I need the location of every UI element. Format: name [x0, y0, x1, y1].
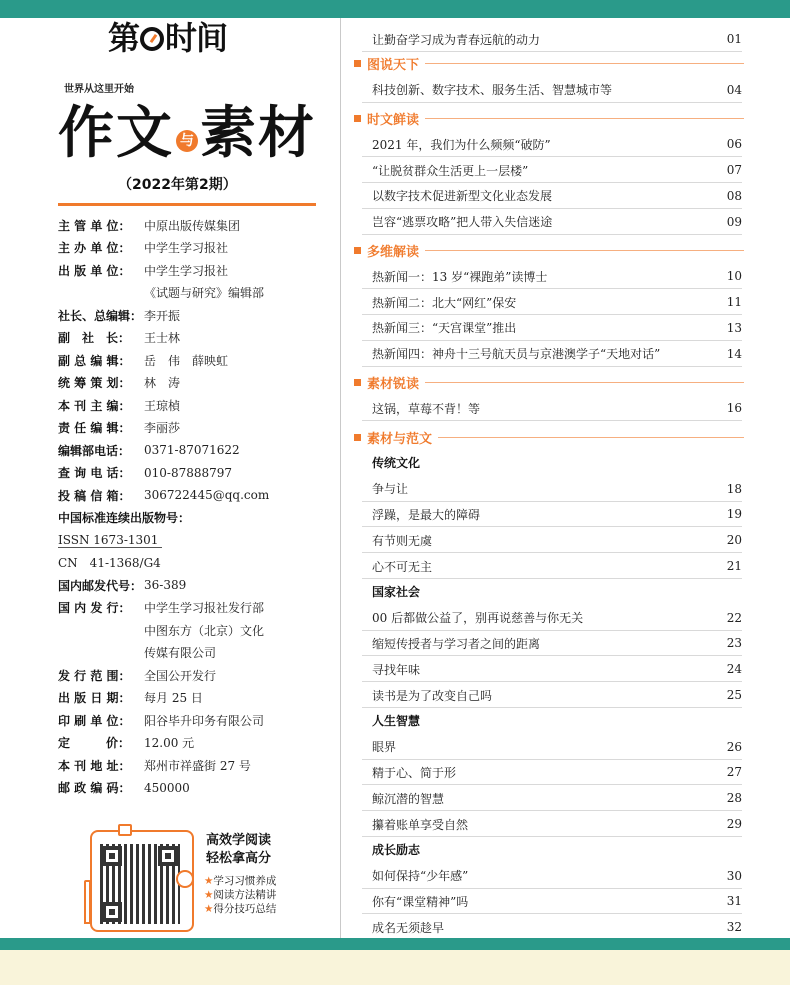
- promo-heading: [206, 832, 271, 868]
- toc-rule: [362, 810, 742, 811]
- star-icon: ★: [204, 889, 214, 901]
- info-value: 12.00 元: [144, 736, 195, 751]
- info-value: 李丽莎: [144, 421, 181, 436]
- toc-entry[interactable]: [372, 345, 742, 363]
- toc-entry[interactable]: [372, 867, 742, 885]
- promo-head-2: 轻松拿高分: [206, 851, 272, 866]
- toc-entry-title: 眼界: [372, 740, 397, 755]
- toc-entry-page: 11: [726, 295, 742, 309]
- toc-rule: [362, 888, 742, 889]
- info-label: 出 版 单 位：: [58, 263, 131, 278]
- toc-entry[interactable]: [372, 399, 742, 417]
- info-label: 本 刊 地 址：: [58, 758, 131, 773]
- info-label: 邮 政 编 码：: [58, 781, 131, 796]
- info-label: 社长、总编辑：: [58, 308, 143, 323]
- info-value: 450000: [144, 780, 190, 795]
- logo-text-right: 时间: [165, 19, 228, 57]
- toc-entry-page: 20: [726, 533, 742, 548]
- toc-entry[interactable]: [372, 135, 742, 153]
- info-value: 郑州市祥盛街 27 号: [144, 758, 251, 773]
- info-value: 《试题与研究》编辑部: [144, 286, 265, 301]
- toc-entry-title: 成名无须趁早: [372, 920, 445, 935]
- issn-row: [58, 529, 328, 552]
- info-row: [58, 732, 328, 755]
- toc-entry[interactable]: [372, 187, 742, 205]
- column-divider: [340, 18, 341, 938]
- info-label: 国内邮发代号：: [58, 578, 143, 593]
- info-row: [58, 394, 328, 417]
- toc-entry[interactable]: [372, 686, 742, 704]
- info-row: [58, 462, 328, 485]
- toc-entry[interactable]: [372, 634, 742, 652]
- toc-section-header: [354, 241, 744, 259]
- info-value: 36-389: [144, 578, 187, 593]
- toc-entry-page: 21: [726, 559, 742, 573]
- toc-entry[interactable]: [372, 557, 742, 575]
- logo-text-left: 第: [108, 19, 140, 57]
- toc-entry-title: 攥着账单享受自然: [372, 817, 469, 832]
- toc-entry[interactable]: [372, 815, 742, 833]
- section-title: 素材与范文: [367, 431, 433, 447]
- toc-entry-title: 缩短传授者与学习者之间的距离: [372, 636, 541, 651]
- toc-entry-title: 热新闻三：“天宫课堂”推出: [372, 321, 517, 336]
- section-square-icon: [354, 60, 361, 67]
- info-label: 本 刊 主 编：: [58, 398, 131, 413]
- issn-value: ISSN 1673-1301: [58, 533, 162, 548]
- info-row: [58, 417, 328, 440]
- info-row: [58, 327, 328, 350]
- toc-section-header: [354, 109, 744, 127]
- toc-entry[interactable]: [372, 660, 742, 678]
- toc-entry-page: 06: [726, 137, 742, 152]
- cn-row: [58, 552, 328, 575]
- toc-entry-page: 22: [726, 610, 742, 625]
- toc-rule: [362, 578, 742, 579]
- promo-head-1: 高效学阅读: [206, 833, 272, 848]
- toc-entry-title: 寻找年味: [372, 662, 421, 677]
- publication-info: [58, 214, 328, 799]
- toc-entry-title: 以数字技术促进新型文化业态发展: [372, 189, 553, 204]
- toc-rule: [362, 630, 742, 631]
- promo-bullet: ★学习习惯养成: [204, 875, 277, 887]
- toc-subheading: 传统文化: [372, 455, 421, 470]
- toc-subheading: 成长励志: [372, 842, 421, 857]
- toc-entry[interactable]: [372, 738, 742, 756]
- info-row: [58, 754, 328, 777]
- cn-value: CN 41-1368/G4: [58, 556, 161, 571]
- toc-rule: [362, 655, 742, 656]
- info-label: 发 行 范 围：: [58, 668, 131, 683]
- toc-entry-title: 浮躁，是最大的障碍: [372, 507, 481, 522]
- info-label: 查 询 电 话：: [58, 466, 131, 481]
- toc-entry-page: 25: [726, 688, 742, 702]
- toc-entry-title: 让勤奋学习成为青春远航的动力: [372, 32, 541, 47]
- top-color-band: [0, 0, 790, 18]
- section-line: [425, 63, 744, 64]
- info-row: [58, 642, 328, 665]
- info-value: 0371-87071622: [144, 443, 240, 458]
- toc-entry-title: 精于心、简于形: [372, 765, 457, 780]
- serial-label-row: [58, 507, 328, 530]
- toc-entry-page: 01: [726, 32, 742, 46]
- toc-entry[interactable]: [372, 505, 742, 523]
- star-icon: ★: [204, 903, 214, 915]
- info-row: [58, 372, 328, 395]
- toc-entry-title: 热新闻二：北大“网红”保安: [372, 295, 517, 310]
- toc-rule: [362, 501, 742, 502]
- toc-entry[interactable]: [372, 81, 742, 99]
- promo-bullets: [204, 874, 276, 916]
- toc-entry-title: “让脱贫群众生活更上一层楼”: [372, 163, 529, 178]
- info-value: 全国公开发行: [144, 668, 217, 683]
- info-value: 传媒有限公司: [144, 646, 217, 661]
- info-row: [58, 574, 328, 597]
- toc-entry-page: 07: [726, 163, 742, 177]
- info-row: [58, 597, 328, 620]
- info-label: 统 筹 策 划：: [58, 376, 131, 391]
- title-rule: [58, 203, 316, 206]
- toc-entry-page: 28: [726, 791, 742, 806]
- toc-entry-page: 08: [726, 188, 742, 203]
- info-label: 印 刷 单 位：: [58, 713, 131, 728]
- toc-entry-page: 14: [726, 346, 742, 361]
- promo-bullet: ★阅读方法精讲: [204, 889, 277, 901]
- magazine-title: [58, 98, 316, 168]
- info-value: 李开振: [144, 308, 181, 323]
- toc-entry-page: 29: [726, 817, 742, 831]
- section-title: 素材锐读: [367, 376, 420, 392]
- qr-finder: [102, 902, 122, 922]
- toc-entry-page: 26: [726, 739, 742, 754]
- clock-icon: [176, 870, 194, 888]
- info-row: [58, 664, 328, 687]
- section-line: [438, 437, 744, 438]
- info-label: 副 总 编 辑：: [58, 353, 131, 368]
- toc-entry-title: 如何保持“少年感”: [372, 869, 469, 884]
- toc-entry[interactable]: [372, 763, 742, 781]
- section-title: 图说天下: [367, 58, 420, 74]
- info-value: 王士林: [144, 331, 181, 346]
- book-icon: [118, 824, 132, 836]
- info-row: [58, 439, 328, 462]
- section-title: 时文鲜读: [367, 112, 420, 128]
- toc-entry-page: 32: [726, 920, 742, 935]
- info-value: 中图东方（北京）文化: [144, 623, 265, 638]
- info-label: 编辑部电话：: [58, 443, 131, 458]
- toc-rule: [362, 156, 742, 157]
- toc-entry-title: 争与让: [372, 482, 409, 497]
- toc-entry-title: 热新闻一：13 岁“裸跑弟”读博士: [372, 269, 548, 284]
- toc-rule: [362, 314, 742, 315]
- info-value: 每月 25 日: [144, 691, 203, 706]
- info-value: 阳谷毕升印务有限公司: [144, 713, 265, 728]
- info-row: [58, 304, 328, 327]
- section-square-icon: [354, 379, 361, 386]
- info-row: [58, 214, 328, 237]
- toc-rule: [362, 836, 742, 837]
- bottom-color-band: [0, 938, 790, 950]
- info-row: [58, 484, 328, 507]
- toc-entry-title: 读书是为了改变自己吗: [372, 688, 493, 703]
- toc-entry-page: 31: [726, 894, 742, 909]
- toc-entry-title: 你有“课堂精神”吗: [372, 894, 469, 909]
- info-label: 副 社 长：: [58, 331, 131, 346]
- star-icon: ★: [204, 875, 214, 887]
- info-row: [58, 709, 328, 732]
- toc-entry[interactable]: [372, 267, 742, 285]
- toc-entry[interactable]: [372, 293, 742, 311]
- toc-entry-page: 18: [726, 481, 742, 496]
- info-row: [58, 777, 328, 800]
- toc-rule: [362, 51, 742, 52]
- pencil-icon: [84, 880, 91, 924]
- info-label: 定 价：: [58, 736, 131, 751]
- info-row: [58, 282, 328, 305]
- qr-code[interactable]: [100, 844, 180, 924]
- toc-entry-page: 04: [726, 82, 742, 97]
- toc-entry-page: 27: [726, 765, 742, 780]
- toc-entry-page: 30: [726, 868, 742, 883]
- toc-subheading: 人生智慧: [372, 713, 421, 728]
- toc-entry[interactable]: [372, 319, 742, 337]
- info-row: [58, 237, 328, 260]
- toc-rule: [362, 182, 742, 183]
- toc-rule: [362, 759, 742, 760]
- serial-label: 中国标准连续出版物号：: [58, 511, 191, 526]
- toc-entry-title: 热新闻四：神舟十三号航天员与京港澳学子“天地对话”: [372, 347, 661, 362]
- toc-entry-title: 2021 年，我们为什么频频“破防”: [372, 137, 551, 152]
- toc-rule: [362, 340, 742, 341]
- info-value: 中学生学习报社: [144, 263, 229, 278]
- section-square-icon: [354, 247, 361, 254]
- toc-rule: [362, 913, 742, 914]
- toc-rule: [362, 707, 742, 708]
- toc-entry[interactable]: [372, 161, 742, 179]
- toc-section-header: [354, 55, 744, 73]
- toc-rule: [362, 681, 742, 682]
- section-square-icon: [354, 115, 361, 122]
- toc-entry[interactable]: [372, 789, 742, 807]
- info-row: [58, 687, 328, 710]
- toc-rule: [362, 552, 742, 553]
- series-logo: [108, 20, 227, 56]
- clock-dial-icon: [140, 27, 164, 51]
- info-label: 国 内 发 行：: [58, 601, 131, 616]
- toc-entry-page: 24: [726, 662, 742, 677]
- qr-finder: [158, 846, 178, 866]
- toc-section-header: [354, 428, 744, 446]
- toc-entry-title: 心不可无主: [372, 559, 433, 574]
- info-value: 林 涛: [144, 376, 181, 391]
- info-label: 责 任 编 辑：: [58, 421, 131, 436]
- contents-page: [0, 18, 790, 938]
- section-line: [425, 250, 744, 251]
- toc-entry-page: 13: [726, 320, 742, 335]
- info-label: 主 办 单 位：: [58, 241, 131, 256]
- toc-rule: [362, 526, 742, 527]
- section-line: [425, 382, 744, 383]
- info-row: [58, 619, 328, 642]
- slogan: 世界从这里开始: [64, 84, 134, 95]
- toc-rule: [362, 288, 742, 289]
- qr-finder: [102, 846, 122, 866]
- toc-entry-page: 23: [726, 636, 742, 651]
- info-value: 010-87888797: [144, 465, 233, 480]
- section-square-icon: [354, 434, 361, 441]
- toc-entry-page: 10: [726, 269, 742, 284]
- toc-entry-page: 09: [726, 214, 742, 229]
- promo-bullet: ★得分技巧总结: [204, 903, 277, 915]
- section-line: [425, 118, 744, 119]
- toc-entry[interactable]: [372, 213, 742, 231]
- info-value: 中学生学习报社发行部: [144, 601, 265, 616]
- issue-number: （2022年第2期）: [118, 177, 237, 193]
- info-label: 出 版 日 期：: [58, 691, 131, 706]
- info-value: 岳 伟 薛映虹: [144, 353, 229, 368]
- toc-entry-title: 岂容“逃票攻略”把人带入失信迷途: [372, 215, 553, 230]
- info-value: 王琼楨: [144, 398, 181, 413]
- bottom-stripe: [0, 950, 790, 985]
- info-value: 中原出版传媒集团: [144, 218, 241, 233]
- toc-entry-title: 鲸沉潜的智慧: [372, 791, 445, 806]
- toc-entry-page: 19: [726, 507, 742, 522]
- toc-entry-title: 有节则无虞: [372, 533, 433, 548]
- info-row: [58, 349, 328, 372]
- toc-entry[interactable]: [372, 609, 742, 627]
- info-value: 中学生学习报社: [144, 241, 229, 256]
- title-mid-badge: 与: [176, 130, 198, 152]
- title-right: 素材: [200, 100, 316, 166]
- toc-subheading: 国家社会: [372, 584, 421, 599]
- toc-entry[interactable]: [372, 892, 742, 910]
- info-label: 投 稿 信 箱：: [58, 488, 131, 503]
- toc-entry-title: 这锅，草莓不背！等: [372, 401, 481, 416]
- toc-entry-title: 科技创新、数字技术、服务生活、智慧城市等: [372, 83, 613, 98]
- toc-entry-title: 00 后都做公益了，别再说慈善与你无关: [372, 611, 584, 626]
- toc-rule: [362, 366, 742, 367]
- toc-section-header: [354, 373, 744, 391]
- info-row: [58, 259, 328, 282]
- title-left: 作文: [58, 100, 174, 166]
- toc-rule: [362, 784, 742, 785]
- toc-entry[interactable]: [372, 531, 742, 549]
- toc-entry-page: 16: [726, 401, 742, 416]
- info-value: 306722445@qq.com: [144, 488, 270, 503]
- toc-entry[interactable]: [372, 480, 742, 498]
- info-label: 主 管 单 位：: [58, 218, 131, 233]
- toc-rule: [362, 102, 742, 103]
- toc-rule: [362, 208, 742, 209]
- section-title: 多维解读: [367, 244, 420, 260]
- toc-rule: [362, 234, 742, 235]
- toc-rule: [362, 420, 742, 421]
- toc-entry[interactable]: [372, 30, 742, 48]
- toc-entry[interactable]: [372, 918, 742, 936]
